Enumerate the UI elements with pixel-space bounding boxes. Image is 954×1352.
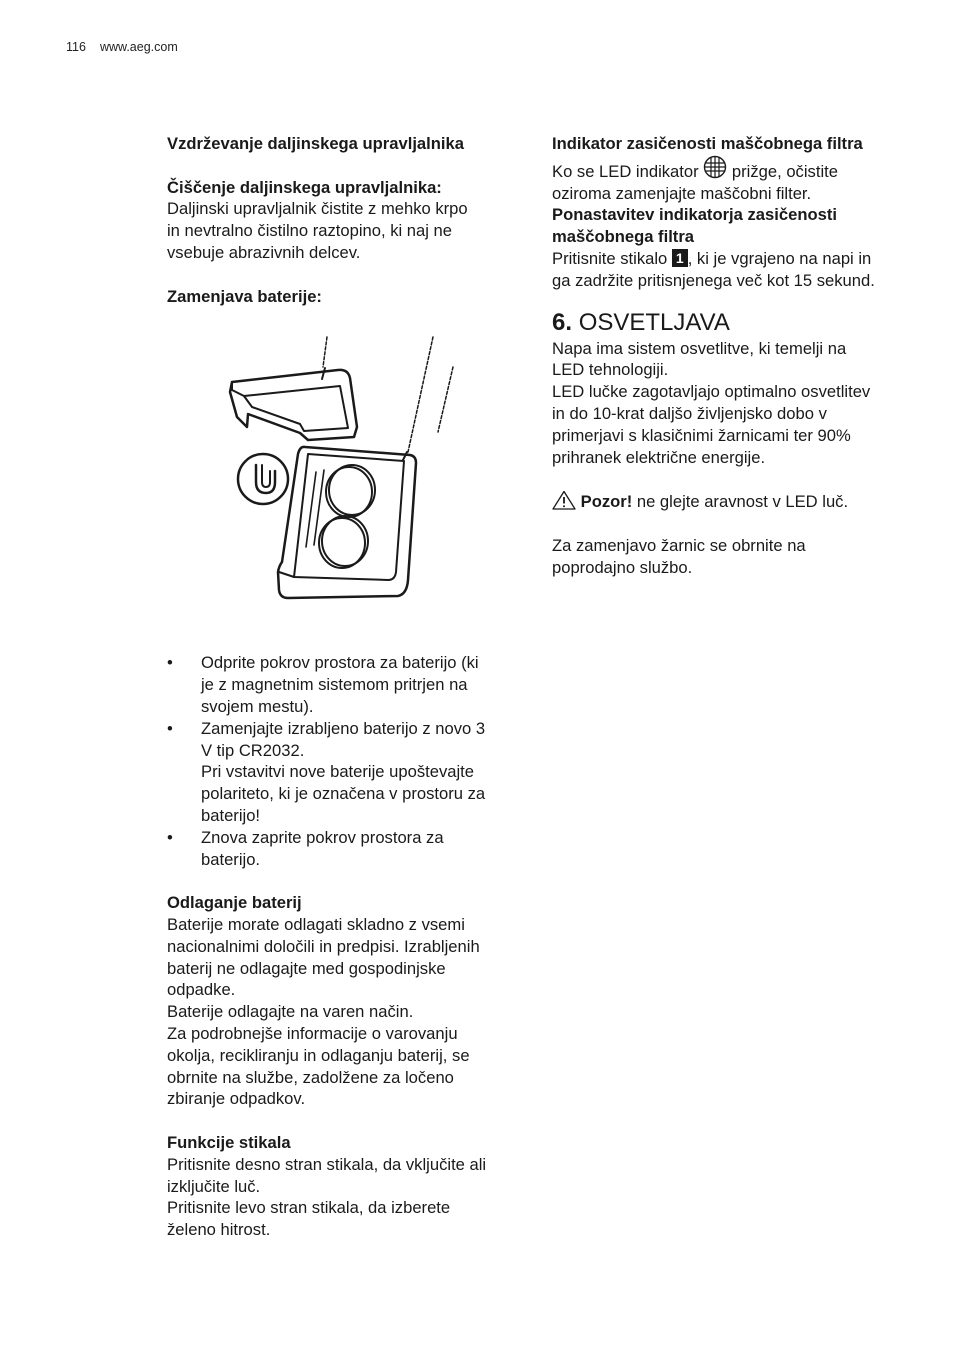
- magnet-icon: [238, 454, 288, 504]
- disposal-line: odpadke.: [167, 980, 236, 1000]
- switch-line: želeno hitrost.: [167, 1220, 271, 1240]
- reset-text: ga zadržite pritisnjenega več kot 15 sekund.: [552, 270, 875, 290]
- lighting-line: in do 10-krat daljšo življenjsko dobo v: [552, 403, 827, 423]
- battery-heading: Zamenjava baterije:: [167, 286, 322, 306]
- right-column: [552, 133, 922, 578]
- page-number: 116: [66, 40, 86, 54]
- reset-text: Pritisnite stikalo 1 , ki je vgrajeno na napi in: [552, 248, 872, 268]
- service-line: Za zamenjavo žarnic se obrnite na: [552, 535, 806, 555]
- disposal-line: nacionalnimi določili in predpisi. Izrabljenih: [167, 936, 480, 956]
- switch-line: Pritisnite desno stran stikala, da vključite ali: [167, 1154, 487, 1174]
- disposal-line: okolja, recikliranju in odlaganju baterij, se: [167, 1045, 470, 1065]
- page-header: [66, 40, 178, 54]
- disposal-heading: Odlaganje baterij: [167, 893, 302, 913]
- cleaning-heading: Čiščenje daljinskega upravljalnika:: [167, 177, 442, 197]
- disposal-line: Baterije morate odlagati skladno z vsemi: [167, 914, 465, 934]
- lighting-line: LED lučke zagotavljajo optimalno osvetlitev: [552, 382, 871, 402]
- disposal-line: zbiranje odpadkov.: [167, 1089, 306, 1109]
- lighting-line: LED tehnologiji.: [552, 360, 669, 380]
- switch-heading: Funkcije stikala: [167, 1132, 291, 1152]
- reset-heading: maščobnega filtra: [552, 227, 695, 247]
- disposal-line: Za podrobnejše informacije o varovanju: [167, 1023, 458, 1043]
- reset-heading: Ponastavitev indikatorja zasičenosti: [552, 205, 837, 225]
- lighting-line: primerjavi s klasičnimi žarnicami ter 90%: [552, 425, 851, 445]
- disposal-line: obrnite na službe, zadolžene za ločeno: [167, 1067, 454, 1087]
- filter-indicator-heading: Indikator zasičenosti maščobnega filtra: [552, 134, 863, 153]
- battery-compartment-illustration: [220, 332, 470, 607]
- cleaning-line: Daljinski upravljalnik čistite z mehko krpo: [167, 199, 468, 219]
- filter-indicator-text: Ko se LED indikator prižge, očistite: [552, 161, 922, 183]
- service-line: poprodajno službo.: [552, 557, 693, 577]
- section-title: 6. OSVETLJAVA: [552, 308, 730, 336]
- maintenance-heading: Vzdrževanje daljinskega upravljalnika: [167, 134, 464, 153]
- disposal-line: baterij ne odlagajte med gospodinjske: [167, 958, 446, 978]
- header-url: www.aeg.com: [99, 40, 178, 54]
- cleaning-line: in nevtralno čistilno raztopino, ki naj ne: [167, 221, 453, 241]
- cleaning-line: vsebuje abrazivnih delcev.: [167, 242, 361, 262]
- lighting-line: Napa ima sistem osvetlitve, ki temelji na: [552, 338, 847, 358]
- filter-indicator-text: oziroma zamenjajte maščobni filter.: [552, 183, 812, 203]
- switch-line: izključite luč.: [167, 1176, 261, 1196]
- warning-triangle-icon: [552, 490, 576, 510]
- button-1-badge: 1: [672, 249, 688, 267]
- warning-text: Pozor! ne glejte aravnost v LED luč.: [552, 490, 922, 513]
- list-item: • Znova zaprite pokrov prostora za baterijo.: [167, 827, 444, 869]
- disposal-line: Baterije odlagajte na varen način.: [167, 1002, 414, 1022]
- grease-filter-icon: [703, 155, 727, 179]
- list-item: • Odprite pokrov prostora za baterijo (ki je z magnetnim sistemom pritrjen na svojem mestu).: [167, 653, 479, 716]
- left-column: [167, 133, 527, 1241]
- switch-line: Pritisnite levo stran stikala, da izberete: [167, 1198, 451, 1218]
- battery-steps-list: [167, 652, 527, 870]
- lighting-line: prihranek električne energije.: [552, 447, 766, 467]
- list-item: • Zamenjajte izrabljeno baterijo z novo 3 V tip CR2032. Pri vstavitvi nove baterije upoštevajte polariteto, ki je označena v prostoru za baterijo!: [167, 718, 486, 825]
